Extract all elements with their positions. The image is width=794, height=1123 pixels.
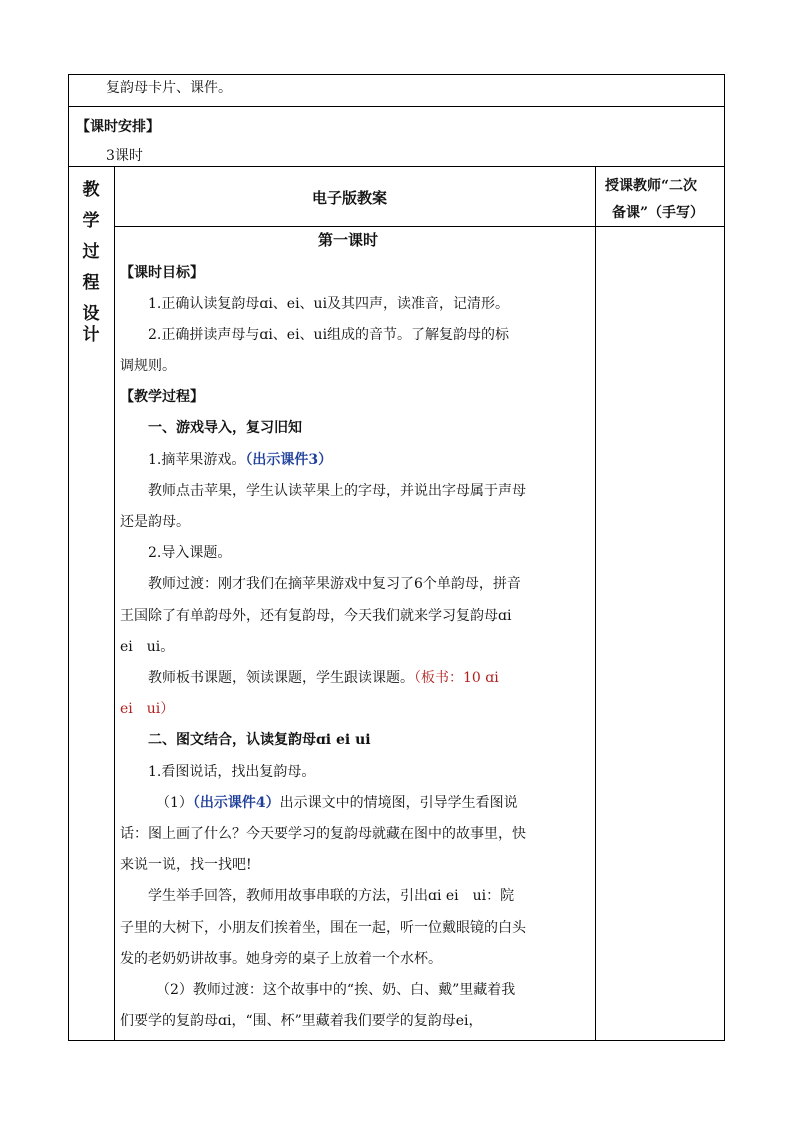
- materials-text: 复韵母卡片、课件。: [106, 80, 232, 96]
- s1-item1-text: 1.摘苹果游戏。: [148, 452, 246, 468]
- goal-2-line1: 2.正确拼读声母与ɑi、ei、ui组成的音节。了解复韵母的标: [148, 327, 510, 343]
- side-label-char: 设: [82, 304, 100, 324]
- schedule-value: 3课时: [106, 148, 143, 164]
- s2-p1-line3: 来说一说，找一找吧!: [120, 857, 252, 873]
- s2-p2-line1: 学生举手回答，教师用故事串联的方法，引出ɑi ei ui：院: [148, 888, 515, 904]
- s1-p3-text: 教师板书课题，领读课题，学生跟读课题。: [148, 670, 414, 686]
- center-column-title: 电子版教案: [312, 189, 388, 207]
- goals-heading: 【课时目标】: [120, 265, 204, 281]
- table-border-top: [68, 74, 725, 75]
- s2-p1-prefix: （1）: [156, 795, 193, 811]
- s1-p2-line3: ei ui。: [120, 639, 175, 655]
- board-note: （板书：10 ɑi: [414, 670, 499, 686]
- process-heading: 【教学过程】: [120, 389, 204, 405]
- section-1-heading: 一、游戏导入，复习旧知: [148, 420, 302, 436]
- s1-p1-line2: 还是韵母。: [120, 514, 190, 530]
- s1-item1: [148, 450, 618, 470]
- notes-column-title-line2: 备课”（手写）: [612, 205, 705, 221]
- s2-p3-line2: 们要学的复韵母ɑi，“围、杯”里藏着我们要学的复韵母ei，: [120, 1013, 483, 1029]
- goal-1: 1.正确认读复韵母ɑi、ei、ui及其四声，读准音，记清形。: [148, 296, 510, 312]
- side-label-char: 程: [82, 273, 100, 293]
- side-label-char: 学: [82, 211, 100, 231]
- side-label-char: 过: [82, 242, 100, 262]
- table-border-left: [68, 74, 69, 1041]
- courseware-note: （出示课件4）: [192, 795, 280, 811]
- side-label-char: 计: [82, 325, 100, 345]
- table-border-right: [724, 74, 725, 1041]
- s2-p1-line1: [156, 793, 626, 813]
- goal-2-line2: 调规则。: [120, 358, 176, 374]
- s2-p1-line2: 话：图上画了什么？今天要学习的复韵母就藏在图中的故事里，快: [120, 826, 526, 842]
- table-border-bottom: [68, 1040, 725, 1041]
- table-border-row2: [68, 166, 725, 167]
- s2-item1: 1.看图说话，找出复韵母。: [148, 764, 316, 780]
- schedule-heading: 【课时安排】: [76, 119, 160, 135]
- board-note-line2: ei ui）: [120, 701, 175, 717]
- s1-p2-line2: 王国除了有单韵母外，还有复韵母，今天我们就来学习复韵母ɑi: [120, 608, 512, 624]
- table-border-side: [114, 166, 115, 1041]
- s1-p3-line1: [148, 668, 618, 688]
- s2-p3-line1: （2）教师过渡：这个故事中的“挨、奶、白、戴”里藏着我: [156, 982, 516, 998]
- lesson-title: 第一课时: [318, 231, 379, 249]
- table-border-row1: [68, 106, 725, 107]
- s1-p1-line1: 教师点击苹果，学生认读苹果上的字母，并说出字母属于声母: [148, 483, 526, 499]
- notes-column-title-line1: 授课教师“二次: [605, 178, 698, 194]
- s2-p2-line2: 子里的大树下，小朋友们挨着坐，围在一起，听一位戴眼镜的白头: [120, 920, 526, 936]
- s2-p1-rest: 出示课文中的情境图，引导学生看图说: [279, 795, 518, 811]
- s2-p2-line3: 发的老奶奶讲故事。她身旁的桌子上放着一个水杯。: [120, 951, 442, 967]
- courseware-note: （出示课件3）: [245, 452, 333, 468]
- side-label-char: 教: [82, 180, 100, 200]
- s1-item2: 2.导入课题。: [148, 545, 232, 561]
- table-border-header: [114, 226, 725, 227]
- s1-p2-line1: 教师过渡：刚才我们在摘苹果游戏中复习了6个单韵母，拼音: [148, 576, 521, 592]
- section-2-heading: 二、图文结合，认读复韵母ɑi ei ui: [148, 732, 371, 748]
